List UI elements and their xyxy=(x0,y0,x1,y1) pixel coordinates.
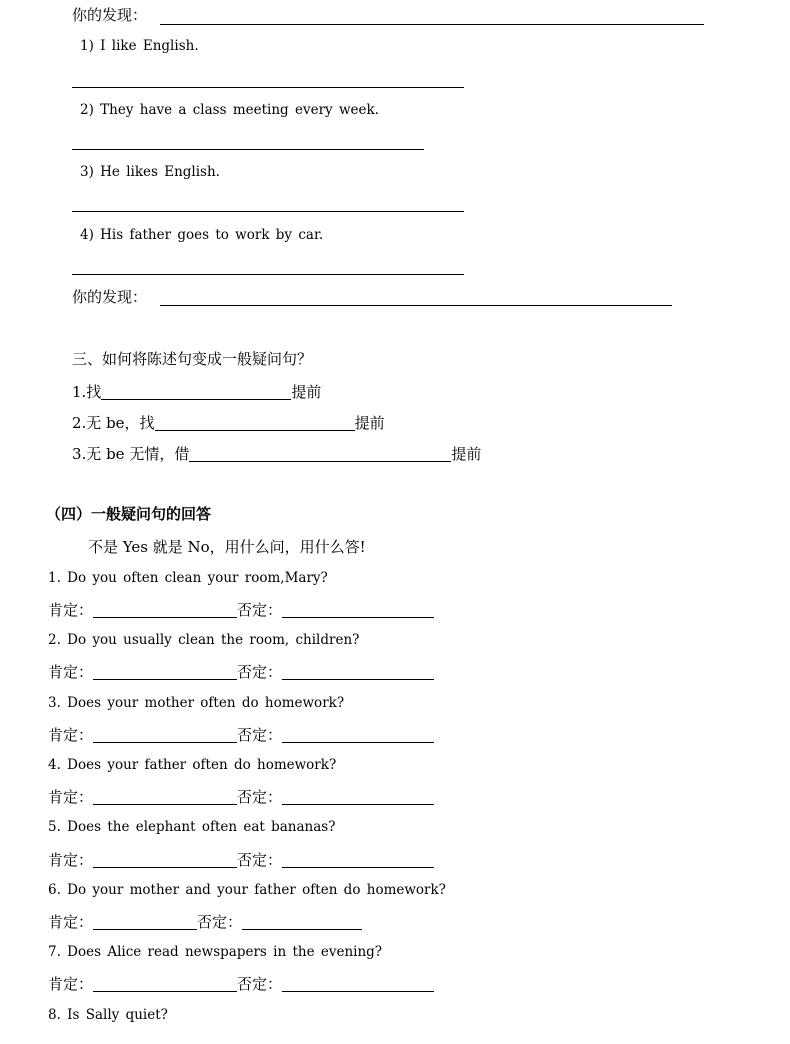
no-answer-blank-2[interactable] xyxy=(282,664,434,680)
yes-answer-blank-6[interactable] xyxy=(93,914,197,930)
answer-row-6 xyxy=(48,914,362,930)
question-2: 2. Do you usually clean the room, children? xyxy=(48,632,360,648)
question-5: 5. Does the elephant often eat bananas? xyxy=(48,819,336,835)
example-sentence-1: 1) I like English. xyxy=(80,38,199,54)
step1-blank[interactable] xyxy=(101,384,291,400)
yes-answer-blank-3[interactable] xyxy=(93,727,237,743)
yes-answer-blank-4[interactable] xyxy=(93,789,237,805)
question-8: 8. Is Sally quiet? xyxy=(48,1007,168,1023)
no-label: 否定： xyxy=(197,913,243,931)
question-1: 1. Do you often clean your room,Mary? xyxy=(48,570,328,586)
discovery-answer-line-2[interactable] xyxy=(160,305,672,306)
section3-step-3 xyxy=(72,446,481,462)
no-answer-blank-4[interactable] xyxy=(282,789,434,805)
section3-step-2 xyxy=(72,415,385,431)
example-sentence-3: 3) He likes English. xyxy=(80,164,220,180)
no-answer-blank-7[interactable] xyxy=(282,976,434,992)
no-answer-blank-3[interactable] xyxy=(282,727,434,743)
step3-suffix: 提前 xyxy=(451,445,482,463)
answer-row-2 xyxy=(48,664,434,680)
no-answer-blank-6[interactable] xyxy=(242,914,362,930)
example-answer-line-4[interactable] xyxy=(72,274,464,275)
example-answer-line-2[interactable] xyxy=(72,149,424,150)
step2-blank[interactable] xyxy=(155,415,355,431)
no-label: 否定： xyxy=(237,663,283,681)
yes-label: 肯定： xyxy=(48,726,94,744)
section3-step-1 xyxy=(72,384,321,400)
section3-heading: 三、如何将陈述句变成一般疑问句？ xyxy=(72,350,313,368)
no-label: 否定： xyxy=(237,851,283,869)
question-4: 4. Does your father often do homework? xyxy=(48,757,337,773)
question-3: 3. Does your mother often do homework? xyxy=(48,695,345,711)
no-answer-blank-5[interactable] xyxy=(282,852,434,868)
example-answer-line-3[interactable] xyxy=(72,211,464,212)
no-label: 否定： xyxy=(237,601,283,619)
discovery-label-1: 你的发现： xyxy=(72,6,148,24)
yes-answer-blank-7[interactable] xyxy=(93,976,237,992)
step2-prefix: 2.无 be，找 xyxy=(72,414,155,432)
example-sentence-2: 2) They have a class meeting every week. xyxy=(80,102,379,118)
no-label: 否定： xyxy=(237,726,283,744)
step3-blank[interactable] xyxy=(189,446,451,462)
yes-label: 肯定： xyxy=(48,851,94,869)
answer-row-1 xyxy=(48,602,434,618)
no-label: 否定： xyxy=(237,975,283,993)
example-answer-line-1[interactable] xyxy=(72,87,464,88)
section4-tip: 不是 Yes 就是 No，用什么问，用什么答! xyxy=(88,538,366,556)
discovery-label-2: 你的发现： xyxy=(72,288,148,306)
yes-label: 肯定： xyxy=(48,788,94,806)
step2-suffix: 提前 xyxy=(354,414,385,432)
question-7: 7. Does Alice read newspapers in the evening? xyxy=(48,944,383,960)
step1-suffix: 提前 xyxy=(291,383,322,401)
discovery-answer-line-1[interactable] xyxy=(160,24,704,25)
yes-label: 肯定： xyxy=(48,663,94,681)
section4-heading: （四）一般疑问句的回答 xyxy=(46,505,212,523)
answer-row-7 xyxy=(48,976,434,992)
answer-row-3 xyxy=(48,727,434,743)
no-label: 否定： xyxy=(237,788,283,806)
example-sentence-4: 4) His father goes to work by car. xyxy=(80,227,324,243)
step1-prefix: 1.找 xyxy=(72,383,102,401)
yes-answer-blank-5[interactable] xyxy=(93,852,237,868)
yes-answer-blank-2[interactable] xyxy=(93,664,237,680)
no-answer-blank-1[interactable] xyxy=(282,602,434,618)
answer-row-4 xyxy=(48,789,434,805)
question-6: 6. Do your mother and your father often do homework? xyxy=(48,882,446,898)
step3-prefix: 3.无 be 无情，借 xyxy=(72,445,190,463)
yes-answer-blank-1[interactable] xyxy=(93,602,237,618)
yes-label: 肯定： xyxy=(48,913,94,931)
answer-row-5 xyxy=(48,852,434,868)
yes-label: 肯定： xyxy=(48,601,94,619)
yes-label: 肯定： xyxy=(48,975,94,993)
